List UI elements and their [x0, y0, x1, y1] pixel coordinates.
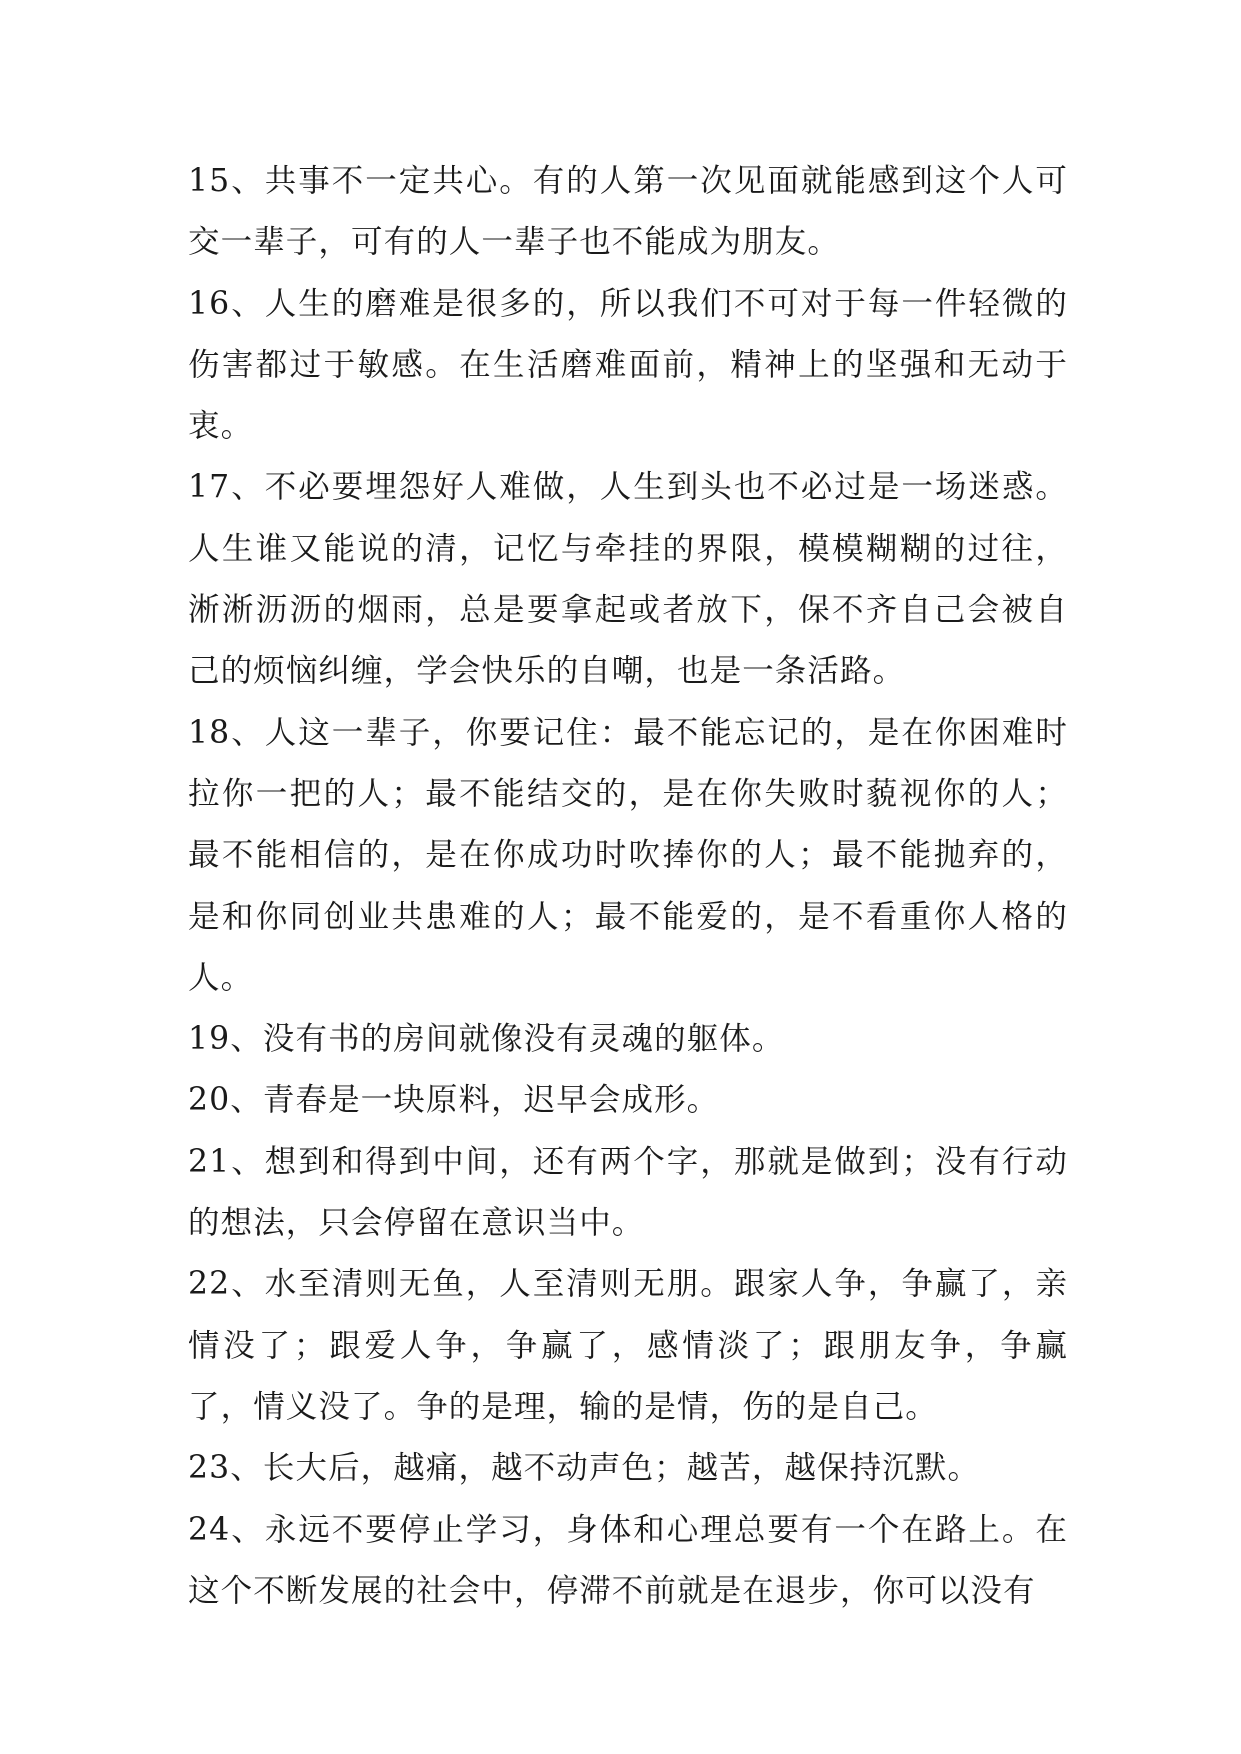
paragraph-24: 24、永远不要停止学习，身体和心理总要有一个在路上。在这个不断发展的社会中，停滞不前就是在退步，你可以没有 [188, 1511, 1068, 1609]
paragraph-17: 17、不必要埋怨好人难做，人生到头也不必过是一场迷惑。人生谁又能说的清，记忆与牵挂的界限，模模糊糊的过往，淅淅沥沥的烟雨，总是要拿起或者放下，保不齐自己会被自己的烦恼纠缠，学会快乐的自嘲，也是一条活路。 [188, 469, 1068, 690]
paragraph-19: 19、没有书的房间就像没有灵魂的躯体。 [188, 1021, 785, 1058]
document-body [188, 151, 1068, 1622]
paragraph-23: 23、长大后，越痛，越不动声色；越苦，越保持沉默。 [188, 1450, 981, 1487]
paragraph-18: 18、人这一辈子，你要记住：最不能忘记的，是在你困难时拉你一把的人；最不能结交的，是在你失败时藐视你的人；最不能相信的，是在你成功时吹捧你的人；最不能抛弃的，是和你同创业共患难的人；最不能爱的，是不看重你人格的人。 [188, 714, 1068, 996]
paragraph-22: 22、水至清则无鱼，人至清则无朋。跟家人争，争赢了，亲情没了；跟爱人争，争赢了，感情淡了；跟朋友争，争赢了，情义没了。争的是理，输的是情，伤的是自己。 [188, 1266, 1068, 1425]
paragraph-21: 21、想到和得到中间，还有两个字，那就是做到；没有行动的想法，只会停留在意识当中。 [188, 1143, 1068, 1242]
paragraph-20: 20、青春是一块原料，迟早会成形。 [188, 1082, 720, 1119]
paragraph-15: 15、共事不一定共心。有的人第一次见面就能感到这个人可交一辈子，可有的人一辈子也不能成为朋友。 [188, 163, 1068, 261]
paragraph-16: 16、人生的磨难是很多的，所以我们不可对于每一件轻微的伤害都过于敏感。在生活磨难面前，精神上的坚强和无动于衷。 [188, 285, 1068, 445]
